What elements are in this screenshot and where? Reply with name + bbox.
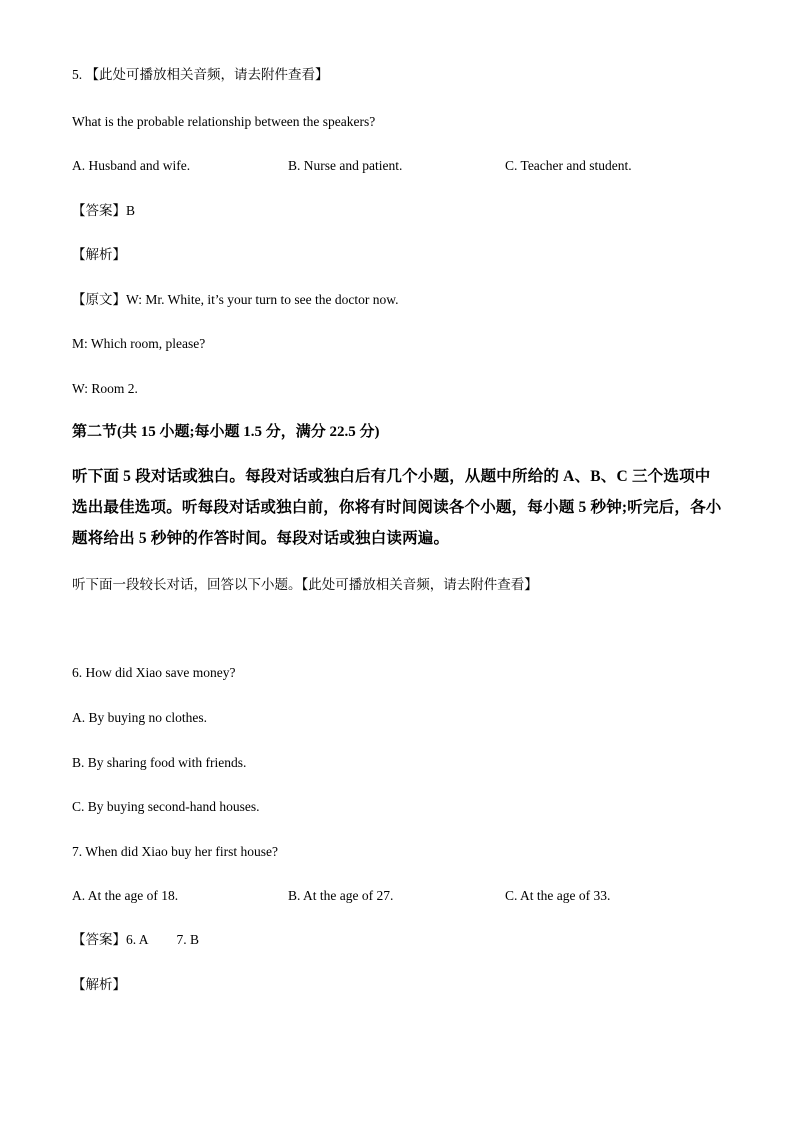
answer-tag: 【答案】: [72, 203, 126, 218]
transcript-text: W: Mr. White, it’s your turn to see the doctor now.: [126, 292, 399, 307]
q5-analysis-tag: 【解析】: [72, 247, 126, 262]
q5-answer: B: [126, 203, 136, 218]
question-5-text: What is the probable relationship between the speakers?: [72, 114, 376, 129]
q6-option-c: C. By buying second-hand houses.: [72, 799, 260, 814]
section-2-instructions: 听下面 5 段对话或独白。每段对话或独白后有几个小题，从题中所给的 A、B、C 三个选项中选出最佳选项。听每段对话或独白前，你将有时间阅读各个小题，每小题 5 秒钟;听完后，各小题将给出 5 秒钟的作答时间。每段对话或独白读两遍。: [72, 468, 722, 547]
question-6-text: 6. How did Xiao save money?: [72, 665, 236, 680]
q7-option-b: B. At the age of 27.: [288, 888, 394, 903]
q5-transcript-line-3: W: Room 2.: [72, 381, 138, 396]
q7-option-a: A. At the age of 18.: [72, 888, 179, 903]
answer-7: 7. B: [176, 932, 200, 947]
q6-option-a: A. By buying no clothes.: [72, 710, 207, 725]
answer-tag: 【答案】: [72, 932, 126, 947]
q5-option-b: B. Nurse and patient.: [288, 158, 403, 173]
q5-answer-line: [72, 202, 135, 220]
q6-option-b: B. By sharing food with friends.: [72, 755, 247, 770]
q5-transcript-line-2: M: Which room, please?: [72, 336, 206, 351]
section-2-prompt: 听下面一段较长对话，回答以下小题。【此处可播放相关音频，请去附件查看】: [72, 577, 538, 592]
q5-option-c: C. Teacher and student.: [505, 158, 632, 173]
question-7-text: 7. When did Xiao buy her first house?: [72, 844, 278, 859]
question-5-header: 5. 【此处可播放相关音频，请去附件查看】: [72, 67, 329, 82]
answers-6-7-line: [72, 931, 199, 949]
transcript-tag: 【原文】: [72, 292, 126, 307]
answers-6-7-analysis-tag: 【解析】: [72, 977, 126, 992]
answer-6: 6. A: [126, 932, 149, 947]
q7-option-c: C. At the age of 33.: [505, 888, 611, 903]
section-2-title: 第二节(共 15 小题;每小题 1.5 分，满分 22.5 分): [72, 424, 380, 440]
q5-transcript-line-1: [72, 291, 398, 309]
q5-option-a: A. Husband and wife.: [72, 158, 191, 173]
